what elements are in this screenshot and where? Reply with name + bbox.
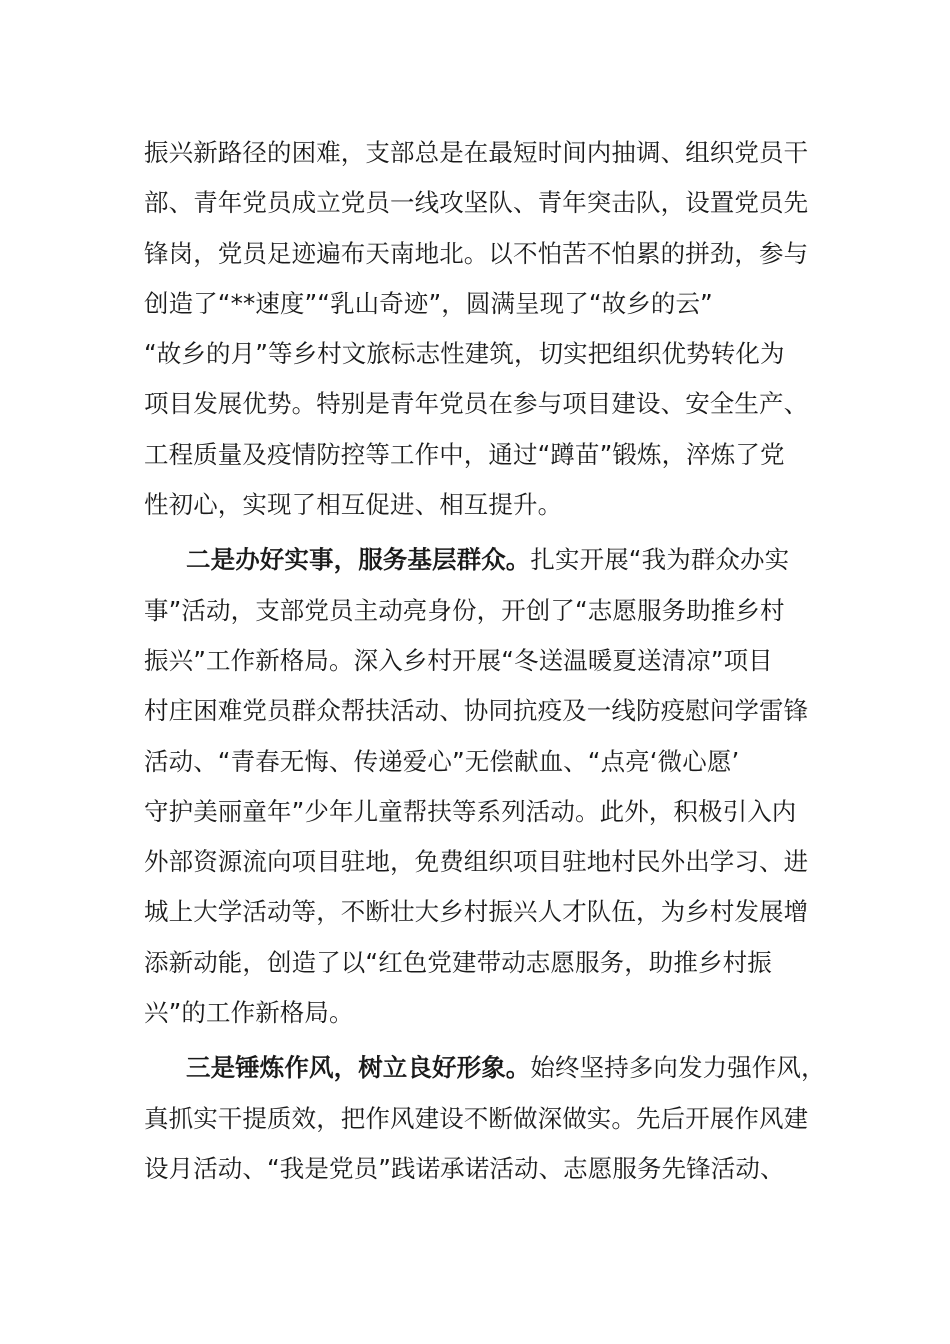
paragraph-3 [144, 1043, 826, 1194]
section-heading: 二是办好实事，服务基层群众。 [186, 545, 531, 575]
text-line: 创造了“**速度”“乳山奇迹”，圆满呈现了“故乡的云” [144, 288, 713, 318]
text-line: 守护美丽童年”少年儿童帮扶等系列活动。此外，积极引入内 [144, 796, 797, 826]
text-line: 振兴”工作新格局。深入乡村开展“冬送温暖夏送清凉”项目 [144, 645, 773, 675]
text-line: 城上大学活动等，不断壮大乡村振兴人才队伍，为乡村发展增 [144, 897, 809, 927]
paragraph-2 [144, 535, 819, 1038]
text-line: 村庄困难党员群众帮扶活动、协同抗疫及一线防疫慰问学雷锋 [144, 696, 809, 726]
text-line: 兴”的工作新格局。 [144, 998, 354, 1028]
section-heading: 三是锤炼作风，树立良好形象。 [186, 1053, 531, 1083]
text-line: 设月活动、“我是党员”践诺承诺活动、志愿服务先锋活动、 [144, 1153, 785, 1183]
text-line: 振兴新路径的困难，支部总是在最短时间内抽调、组织党员干 [144, 138, 809, 167]
paragraph-1 [144, 128, 819, 530]
text-line: “故乡的月”等乡村文旅标志性建筑，切实把组织优势转化为 [144, 339, 785, 369]
text-line-first [144, 535, 819, 585]
text-line: 工程质量及疫情防控等工作中，通过“蹲苗”锻炼，淬炼了党 [144, 439, 785, 469]
heading-continuation: 扎实开展“我为群众办实 [530, 545, 790, 575]
document-page [144, 128, 826, 1194]
text-line: 锋岗，党员足迹遍布天南地北。以不怕苦不怕累的拼劲，参与 [144, 238, 809, 268]
text-line-first [144, 1043, 826, 1093]
text-line: 添新动能，创造了以“红色党建带动志愿服务，助推乡村振 [144, 947, 772, 977]
text-line: 活动、“青春无悔、传递爱心”无偿献血、“点亮‘微心愿’ [144, 746, 740, 776]
text-line: 部、青年党员成立党员一线攻坚队、青年突击队，设置党员先 [144, 188, 809, 218]
text-line: 性初心，实现了相互促进、相互提升。 [144, 490, 563, 520]
text-line: 事”活动，支部党员主动亮身份，开创了“志愿服务助推乡村 [144, 595, 785, 625]
text-line: 真抓实干提质效，把作风建设不断做深做实。先后开展作风建 [144, 1103, 809, 1133]
heading-continuation: 始终坚持多向发力强作风， [530, 1053, 826, 1083]
text-line: 外部资源流向项目驻地，免费组织项目驻地村民外出学习、进 [144, 847, 809, 877]
text-line: 项目发展优势。特别是青年党员在参与项目建设、安全生产、 [144, 389, 809, 419]
